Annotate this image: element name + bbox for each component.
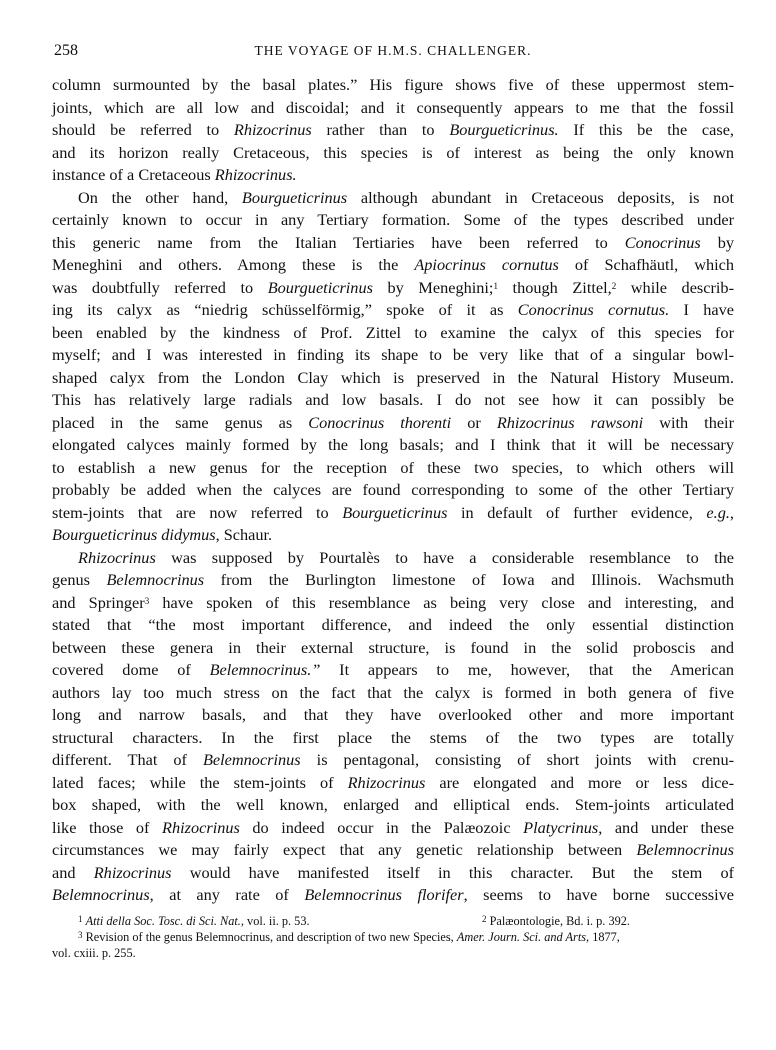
paragraph: [52, 187, 734, 547]
text-line: stem-joints that are now referred to Bourgueticrinus in default of further evidence, e.g.,: [52, 502, 734, 522]
footnotes: [52, 913, 734, 961]
document-page: [52, 42, 734, 961]
text-line: authors lay too much stress on the fact that the calyx is formed in both genera of five: [52, 682, 734, 702]
text-line: box shaped, with the well known, enlarged and elliptical ends. Stem-joints articulated: [52, 795, 734, 814]
body-text: [52, 74, 734, 907]
text-line: probably be added when the calyces are found corresponding to some of the other Tertiary: [52, 480, 734, 499]
text-line: column surmounted by the basal plates.” His figure shows five of these uppermost stem-: [52, 75, 734, 94]
text-line: Belemnocrinus, at any rate of Belemnocrinus florifer, seems to have borne successive: [52, 885, 735, 904]
text-line: covered dome of Belemnocrinus.” It appears to me, however, that the American: [52, 660, 735, 679]
paragraph: [52, 547, 734, 907]
text-line: and its horizon really Cretaceous, this species is of interest as being the only known: [52, 142, 734, 162]
paragraph: [52, 74, 734, 187]
footnote-1: $^1$ Atti della Soc. Tosc. di Sci. Nat., vol. ii. p. 53.: [78, 913, 310, 928]
text-line: ing its calyx as “niedrig schüsselförmig,” spoke of it as Conocrinus cornutus. I have: [52, 300, 734, 319]
footnote-3: $^3$ Revision of the genus Belemnocrinus, and description of two new Species, Amer. Journ. Sci. and Arts, 1877,: [78, 929, 620, 944]
text-line: structural characters. In the first place the stems of the two types are totally: [52, 727, 734, 747]
text-line: On the other hand, Bourgueticrinus although abundant in Cretaceous deposits, is not: [78, 187, 734, 207]
text-line: stated that “the most important difference, and indeed the only essential distinction: [52, 615, 734, 634]
footnote-2: $^2$ Palæontologie, Bd. i. p. 392.: [482, 913, 630, 928]
text-line: and Rhizocrinus would have manifested itself in this character. But the stem of: [52, 862, 735, 882]
text-line: different. That of Belemnocrinus is pentagonal, consisting of short joints with crenu-: [52, 750, 735, 769]
running-title: THE VOYAGE OF H.M.S. CHALLENGER.: [254, 43, 532, 58]
text-line: elongated calyces mainly formed by the long basals; and I think that it will be necessary: [52, 435, 734, 454]
text-line: between these genera in their external structure, is found in the solid proboscis and: [52, 637, 734, 657]
text-line: was doubtfully referred to Bourgueticrinus by Meneghini;$^1$ though Zittel,$^2$ while describ-: [52, 277, 734, 297]
footnote-3-continued: vol. cxiii. p. 255.: [52, 945, 136, 960]
text-line: and Springer$^3$ have spoken of this resemblance as being very close and interesting, and: [52, 592, 735, 612]
text-line: been enabled by the kindness of Prof. Zittel to examine the calyx of this species for: [52, 322, 734, 342]
text-line: This has relatively large radials and low basals. I do not see how it can possibly be: [52, 390, 734, 409]
text-line: certainly known to occur in any Tertiary formation. Some of the types described under: [52, 210, 734, 229]
text-line: Meneghini and others. Among these is the Apiocrinus cornutus of Schafhäutl, which: [52, 255, 734, 274]
text-line: instance of a Cretaceous Rhizocrinus.: [52, 165, 297, 184]
text-line: circumstances we may fairly expect that any genetic relationship between Belemnocrinus: [52, 840, 734, 859]
page-number: 258: [54, 42, 78, 59]
text-line: lated faces; while the stem-joints of Rhizocrinus are elongated and more or less dice-: [52, 772, 735, 792]
text-line: myself; and I was interested in finding its shape to be very like that of a singular bowl-: [52, 345, 734, 364]
text-line: placed in the same genus as Conocrinus thorenti or Rhizocrinus rawsoni with their: [52, 412, 735, 432]
text-line: this generic name from the Italian Tertiaries have been referred to Conocrinus by: [52, 232, 734, 252]
text-line: shaped calyx from the London Clay which is preserved in the Natural History Museum.: [52, 367, 734, 387]
text-line: long and narrow basals, and that they have overlooked other and more important: [52, 705, 734, 724]
text-line: should be referred to Rhizocrinus rather than to Bourgueticrinus. If this be the case,: [52, 120, 735, 139]
text-line: joints, which are all low and discoidal; and it consequently appears to me that the fossil: [52, 97, 734, 117]
text-line: to establish a new genus for the reception of these two species, to which others will: [52, 457, 734, 477]
text-line: Rhizocrinus was supposed by Pourtalès to have a considerable resemblance to the: [78, 547, 734, 567]
text-line: genus Belemnocrinus from the Burlington limestone of Iowa and Illinois. Wachsmuth: [52, 570, 734, 589]
text-line: Bourgueticrinus didymus, Schaur.: [52, 525, 273, 544]
text-line: like those of Rhizocrinus do indeed occur in the Palæozoic Platycrinus, and under these: [52, 817, 734, 837]
running-head: [52, 42, 734, 64]
